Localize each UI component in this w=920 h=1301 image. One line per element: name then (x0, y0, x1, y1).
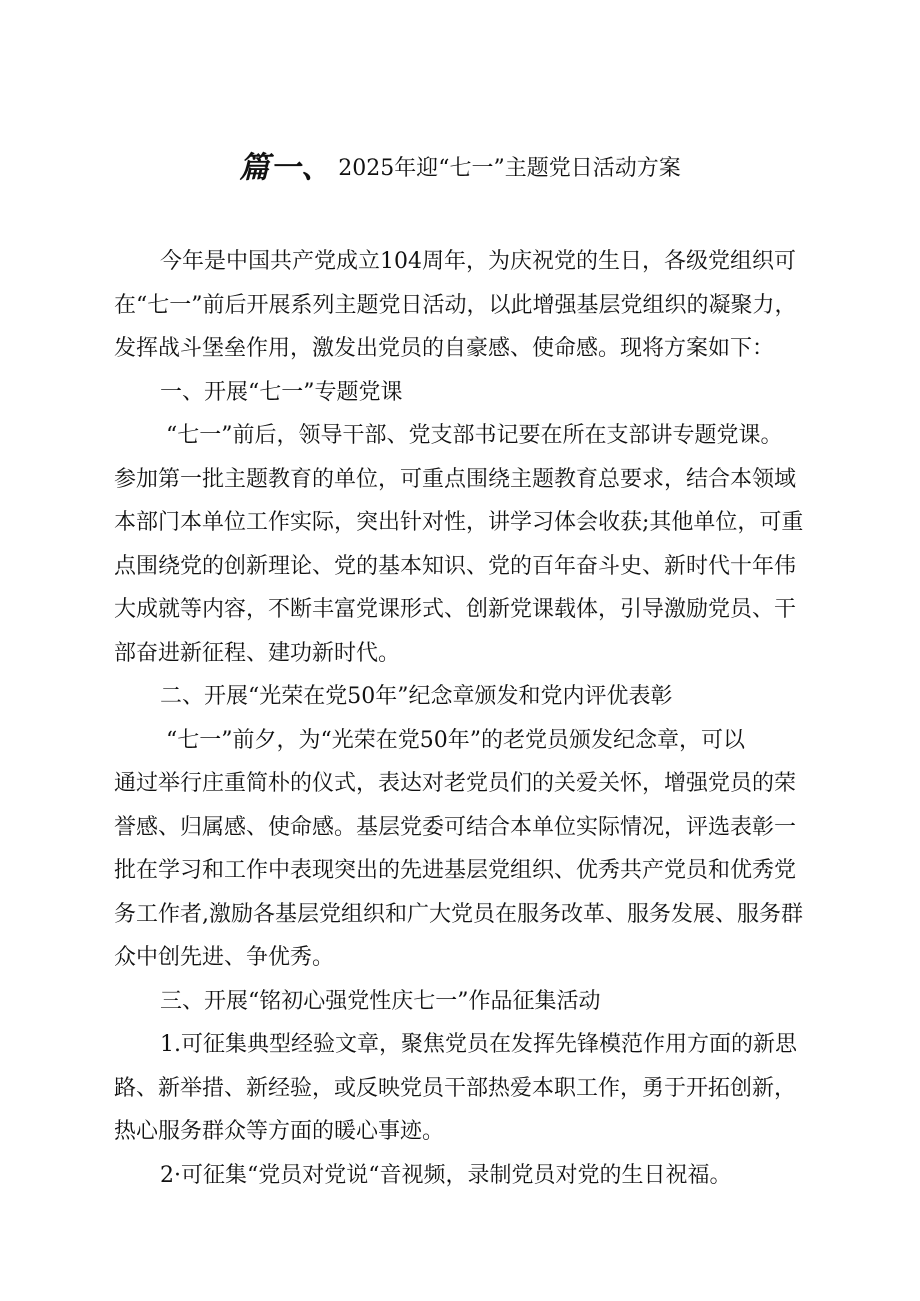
paragraph-line: 热心服务群众等方面的暖心事迹。 (114, 1119, 445, 1144)
paragraph-line: 批在学习和工作中表现突出的先进基层党组织、优秀共产党员和优秀党 (114, 858, 797, 883)
paragraph-line: 点围绕党的创新理论、党的基本知识、党的百年奋斗史、新时代十年伟 (114, 553, 797, 579)
paragraph-line: 1.可征集典型经验文章，聚焦党员在发挥先锋模范作用方面的新思 (160, 1032, 797, 1057)
section-heading: 一、开展“七一”专题党课 (160, 379, 403, 405)
paragraph-line: 通过举行庄重简朴的仪式，表达对老党员们的关爱关怀，增强党员的荣 (114, 771, 797, 796)
paragraph-line: 今年是中国共产党成立104周年，为庆祝党的生日，各级党组织可 (160, 249, 796, 274)
paragraph-line: “七一”前后，领导干部、党支部书记要在所在支部讲专题党课。 (166, 423, 783, 448)
paragraph-line: 誉感、归属感、使命感。基层党委可结合本单位实际情况，评选表彰一 (114, 814, 797, 840)
paragraph-line: 在“七一”前后开展系列主题党日活动，以此增强基层党组织的凝聚力， (114, 292, 797, 318)
paragraph-line: 2·可征集“党员对党说“音视频，录制党员对党的生日祝福。 (160, 1162, 732, 1188)
paragraph-line: 众中创先进、争优秀。 (114, 945, 335, 970)
section-heading: 二、开展“光荣在党50年”纪念章颁发和党内评优表彰 (160, 684, 673, 709)
paragraph-line: 参加第一批主题教育的单位，可重点围绕主题教育总要求，结合本领域 (114, 466, 797, 492)
title-main: 2025年迎“七一”主题党日活动方案 (338, 155, 681, 181)
paragraph-line: 路、新举措、新经验，或反映党员干部热爱本职工作，勇于开拓创新， (114, 1075, 797, 1101)
document-title (0, 148, 920, 189)
paragraph-line: 大成就等内容，不断丰富党课形式、创新党课载体，引导激励党员、干 (114, 597, 797, 622)
document-body (114, 240, 834, 1197)
paragraph-line: 本部门本单位工作实际，突出针对性，讲学习体会收获;其他单位，可重 (114, 510, 804, 535)
paragraph-line: 部奋进新征程、建功新时代。 (114, 640, 401, 666)
paragraph-line: 发挥战斗堡垒作用，激发出党员的自豪感、使命感。现将方案如下： (114, 336, 775, 361)
title-prefix: 篇一、 (239, 150, 333, 186)
paragraph-line: 务工作者,激励各基层党组织和广大党员在服务改革、服务发展、服务群 (114, 901, 803, 927)
section-heading: 三、开展“铭初心强党性庆七一”作品征集活动 (160, 988, 601, 1014)
paragraph-line: “七一”前夕，为“光荣在党50年”的老党员颁发纪念章，可以 (166, 727, 745, 753)
